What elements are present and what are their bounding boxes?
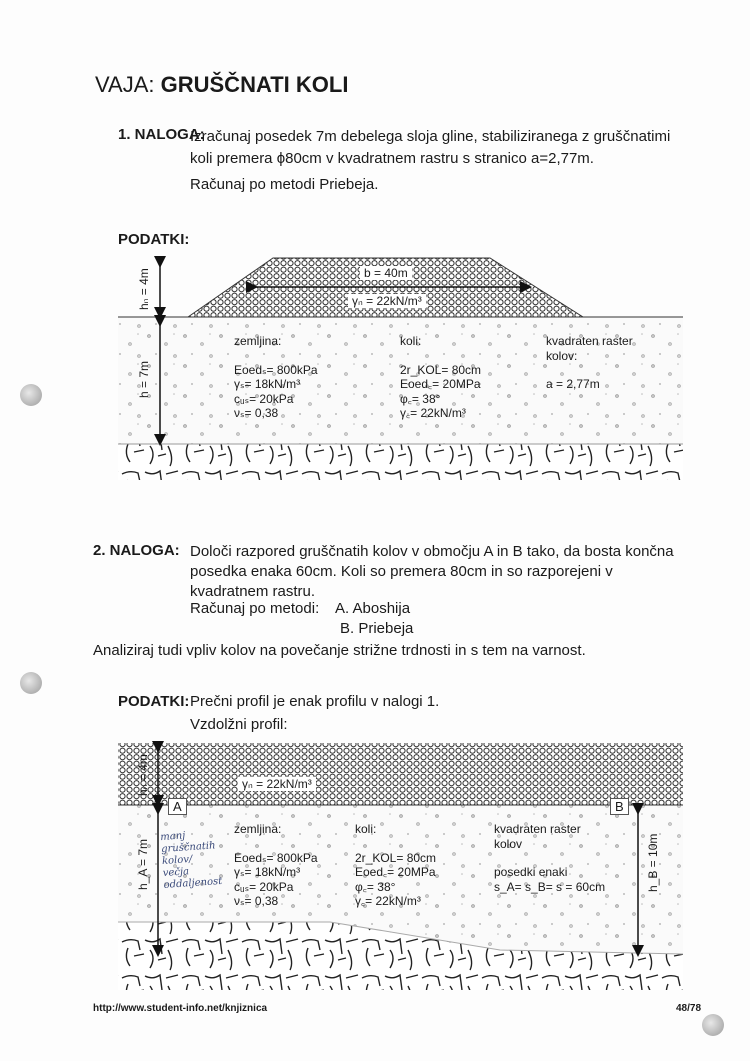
hA-label: h_A = 7m [136,838,150,890]
text-line: Izračunaj posedek 7m debelega sloja gline, stabiliziranega z gruščnatimi [190,128,671,145]
handwritten-note [160,828,223,892]
prop: Eoed꜀= 20MPa [400,377,481,391]
piles-title: koli: [400,334,422,348]
prop: νₛ= 0,38 [234,894,279,908]
hn-label: hₙ = 4m [136,754,150,796]
page-number: 48/78 [676,1003,702,1014]
text-line: kvadratnem rastru. [190,583,316,600]
profile-label: Vzdolžni profil: [190,716,288,733]
piles-title: koli: [355,822,377,836]
prop: γ꜀= 22kN/m³ [355,894,421,908]
pile-properties [355,822,436,909]
bedrock-layer [118,444,683,480]
hand-line: oddaljenost [163,875,223,891]
raster-title2: kolov: [546,348,578,363]
podatki-heading: PODATKI: [118,231,190,248]
point-a-label: A [168,798,187,815]
footer-url[interactable]: http://www.student-info.net/knjiznica [93,1003,268,1014]
soil-properties [234,334,318,421]
raster-title: kvadraten raster [546,334,633,348]
gamma-n-label: γₙ = 22kN/m³ [238,777,316,791]
embankment-longitudinal [118,743,683,805]
h-label: h = 7m [137,360,151,398]
raster-title2: kolov [494,836,523,851]
method-a: A. Aboshija [335,600,411,617]
hand-line: gruščnatih [160,840,216,856]
raster-value: a = 2,77m [546,377,600,391]
hand-line: manj [159,830,186,844]
prop: 2r_KOL= 80cm [355,850,437,865]
prop: Eoed꜀= 20MPa [355,865,436,879]
text-line: posedka enaka 60cm. Koli so premera 80cm in so razporejeni v [190,563,613,580]
soil-title: zemljina: [234,334,282,348]
podatki-heading-2: PODATKI: [118,693,190,710]
prop: 2r_KOL= 80cm [400,362,482,377]
analysis-text: Analiziraj tudi vpliv kolov na povečanje strižne trdnosti in s tem na varnost. [93,642,586,659]
raster-properties [546,334,633,392]
prop: Eoedₛ= 800kPa [234,362,318,377]
gamma-n-label: γₙ = 22kN/m³ [348,294,426,308]
hand-line: večja [162,866,190,880]
prop: cᵤₛ= 20kPa [234,879,294,894]
raster-line: s_A= s_B= s = 60cm [494,879,606,894]
podatki-text: Prečni profil je enak profilu v nalogi 1. [190,693,440,710]
pile-properties [400,334,481,421]
method-b: B. Priebeja [340,620,414,637]
b-label: b = 40m [360,266,412,280]
task1-label: 1. NALOGA: [118,126,205,143]
task2-text [190,542,690,602]
method-label: Računaj po metodi: [190,600,320,617]
hB-label: h_B = 10m [646,833,660,892]
prop: cᵤₛ= 20kPa [234,391,294,406]
prop: φ꜀= 38° [355,879,396,894]
soil-title: zemljina: [234,822,282,836]
prop: νₛ= 0,38 [234,406,279,420]
text-line: Določi razpored gruščnatih kolov v območju A in B tako, da bosta končna [190,543,674,560]
prop: γₛ= 18kN/m³ [234,377,301,391]
text-line: Računaj po metodi Priebeja. [190,176,379,193]
soil-properties [234,822,318,909]
title-main: GRUŠČNATI KOLI [160,72,349,97]
task2-label: 2. NALOGA: [93,542,180,559]
prop: φ꜀= 38° [400,391,441,406]
text-line: koli premera ϕ80cm v kvadratnem rastru s stranico a=2,77m. [190,150,594,167]
raster-line: posedki enaki [494,865,568,879]
raster-title: kvadraten raster [494,822,581,836]
point-b-label: B [610,798,629,815]
prop: γ꜀= 22kN/m³ [400,406,466,420]
prop: γₛ= 18kN/m³ [234,865,301,879]
hand-line: kolov/ [161,853,193,868]
title-prefix: VAJA: [95,72,161,97]
prop: Eoedₛ= 800kPa [234,850,318,865]
hn-label: hₙ = 4m [137,268,151,310]
raster-properties [494,822,605,894]
